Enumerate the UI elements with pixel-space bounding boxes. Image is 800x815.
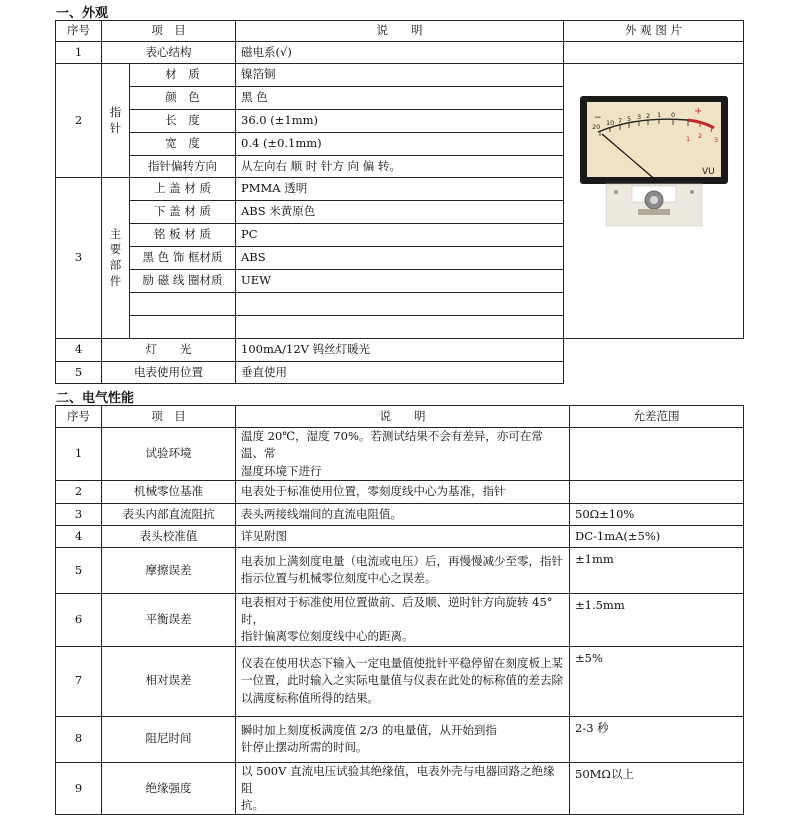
row-no: 3	[56, 503, 102, 525]
scale-label: 20	[591, 123, 600, 131]
electrical-table	[55, 405, 744, 815]
scale-label: 1	[656, 111, 661, 119]
table-row	[56, 716, 744, 762]
header-desc: 说 明	[236, 406, 570, 428]
meter-minus-sign: −	[593, 113, 602, 123]
row-desc: 磁电系(√)	[236, 42, 564, 64]
meter-unit: VU	[701, 167, 715, 177]
row-desc: 瞬时加上刻度板满度值 2/3 的电量值，从开始到指 针停止摆动所需的时间。	[236, 716, 570, 762]
row-desc: 垂直使用	[236, 362, 564, 384]
meter-plus-sign: +	[693, 106, 702, 117]
row-tolerance: ±1mm	[570, 547, 744, 593]
row-item: 试验环境	[102, 428, 236, 481]
row-no: 9	[56, 762, 102, 815]
row-no: 1	[56, 42, 102, 64]
scale-label: 3	[636, 113, 641, 121]
scale-label: 0	[670, 111, 675, 119]
sub-desc: PC	[236, 224, 564, 247]
row-item: 机械零位基准	[102, 480, 236, 503]
row-desc: 详见附图	[236, 525, 570, 547]
sub-item: 颜 色	[130, 87, 236, 110]
table-row	[56, 646, 744, 716]
table-row	[56, 480, 744, 503]
table-row	[56, 525, 744, 547]
row-no: 5	[56, 362, 102, 384]
row-no: 5	[56, 547, 102, 593]
row-desc: 电表处于标准使用位置，零刻度线中心为基准，指针	[236, 480, 570, 503]
scale-label: 10	[605, 119, 614, 127]
row-tolerance: DC-1mA(±5%)	[570, 525, 744, 547]
header-tolerance: 允差范围	[570, 406, 744, 428]
table-row	[56, 362, 744, 384]
row-item: 绝缘强度	[102, 762, 236, 815]
photo-empty-cell	[564, 42, 744, 64]
sub-item: 励 磁 线 圈材质	[130, 270, 236, 293]
row-item: 表头内部直流阻抗	[102, 503, 236, 525]
row-item: 电表使用位置	[102, 362, 236, 384]
row-desc: 100mA/12V 钨丝灯暖光	[236, 339, 564, 362]
row-no: 6	[56, 593, 102, 646]
sub-item: 材 质	[130, 64, 236, 87]
scale-label: 3	[713, 136, 718, 144]
table-row	[56, 503, 744, 525]
header-desc: 说 明	[236, 21, 564, 42]
group-label-pointer: 指 针	[102, 64, 130, 178]
row-item: 表头校准值	[102, 525, 236, 547]
row-desc: 电表加上满刻度电量（电流或电压）后，再慢慢减少至零，指针 指示位置与机械零位刻度中心之误差。	[236, 547, 570, 593]
row-no: 2	[56, 480, 102, 503]
row-tolerance: ±5%	[570, 646, 744, 716]
row-tolerance: 50Ω±10%	[570, 503, 744, 525]
row-no: 1	[56, 428, 102, 481]
table-row	[56, 547, 744, 593]
row-no: 4	[56, 525, 102, 547]
header-photo: 外 观 图 片	[564, 21, 744, 42]
sub-item: 指针偏转方向	[130, 156, 236, 178]
sub-desc: PMMA 透明	[236, 178, 564, 201]
vu-meter-image	[576, 70, 732, 260]
sub-item: 宽 度	[130, 133, 236, 156]
row-tolerance: ±1.5mm	[570, 593, 744, 646]
row-item: 平衡误差	[102, 593, 236, 646]
table-row	[56, 593, 744, 646]
row-desc: 电表相对于标准使用位置做前、后及顺、逆时针方向旋转 45°时， 指针偏离零位刻度线中心的距离。	[236, 593, 570, 646]
scale-label: 2	[697, 132, 702, 140]
sub-desc: 从左向右 顺 时 针方 向 偏 转。	[236, 156, 564, 178]
row-desc: 仪表在使用状态下输入一定电量值使批针平稳停留在刻度板上某 一位置，此时输入之实际电量值与仪表在此处的标称值的差去除 以满度标称值所得的结果。	[236, 646, 570, 716]
sub-desc: 镍箔铜	[236, 64, 564, 87]
header-item: 项 目	[102, 406, 236, 428]
row-item: 摩擦误差	[102, 547, 236, 593]
scale-label: 7	[617, 117, 622, 125]
sub-desc: 0.4 (±0.1mm)	[236, 133, 564, 156]
sub-item: 上 盖 材 质	[130, 178, 236, 201]
row-desc: 温度 20℃，湿度 70%。若测试结果不会有差异，亦可在常温、常 湿度环境下进行	[236, 428, 570, 481]
header-no: 序号	[56, 406, 102, 428]
table-row	[56, 42, 744, 64]
sub-desc: ABS	[236, 247, 564, 270]
group-label-components: 主 要 部 件	[102, 178, 130, 339]
scale-label: 1	[685, 135, 690, 143]
row-desc: 以 500V 直流电压试验其绝缘值，电表外壳与电器回路之绝缘阻 抗。	[236, 762, 570, 815]
section1-title: 一、外观	[56, 6, 109, 21]
row-item: 灯 光	[102, 339, 236, 362]
row-no: 8	[56, 716, 102, 762]
row-item: 阻尼时间	[102, 716, 236, 762]
scale-label: 2	[645, 112, 650, 120]
sub-desc: 黑 色	[236, 87, 564, 110]
sub-item: 铭 板 材 质	[130, 224, 236, 247]
header-no: 序号	[56, 21, 102, 42]
row-desc: 表头两接线端间的直流电阻值。	[236, 503, 570, 525]
row-tolerance	[570, 480, 744, 503]
row-no: 3	[56, 178, 102, 339]
sub-item: 黑 色 饰 框材质	[130, 247, 236, 270]
row-item: 表心结构	[102, 42, 236, 64]
header-item: 项 目	[102, 21, 236, 42]
section2-title: 二、电气性能	[56, 391, 135, 406]
appearance-table	[55, 20, 744, 384]
row-no: 7	[56, 646, 102, 716]
row-no: 4	[56, 339, 102, 362]
table-row	[56, 428, 744, 481]
sub-desc: ABS 米黄原色	[236, 201, 564, 224]
scale-label: 5	[626, 115, 631, 123]
table-header-row	[56, 406, 744, 428]
meter-photo-cell	[564, 64, 744, 339]
row-tolerance: 50MΩ以上	[570, 762, 744, 815]
row-tolerance: 2-3 秒	[570, 716, 744, 762]
sub-item: 长 度	[130, 110, 236, 133]
row-item: 相对误差	[102, 646, 236, 716]
table-row	[56, 339, 744, 362]
row-tolerance	[570, 428, 744, 481]
table-row	[56, 64, 744, 87]
table-row	[56, 762, 744, 815]
sub-desc: 36.0 (±1mm)	[236, 110, 564, 133]
row-no: 2	[56, 64, 102, 178]
sub-desc: UEW	[236, 270, 564, 293]
sub-item: 下 盖 材 质	[130, 201, 236, 224]
table-header-row	[56, 21, 744, 42]
